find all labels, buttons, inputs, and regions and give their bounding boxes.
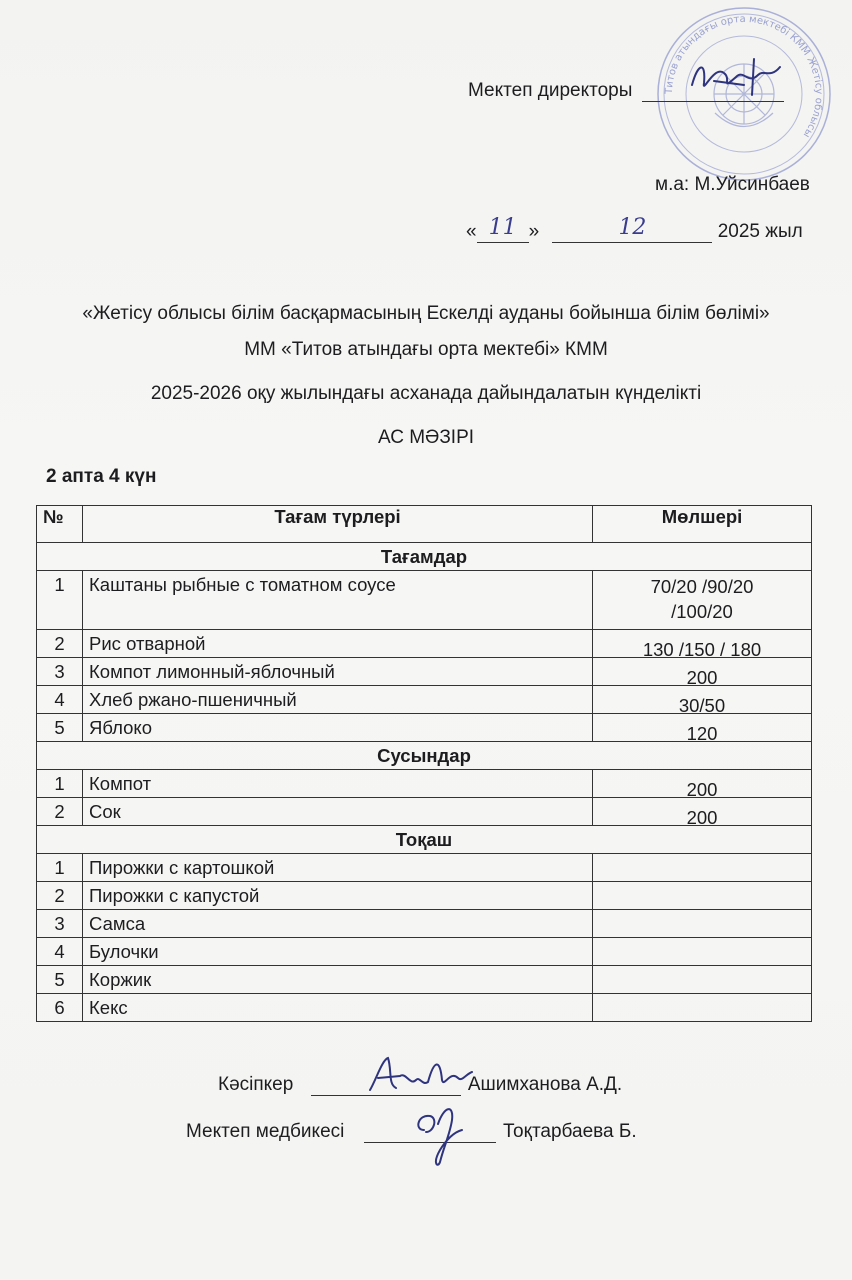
stamp-ring-text: Титов атындағы орта мектебі КММ Жетісу облысы: [663, 13, 825, 140]
entrepreneur-name: Ашимханова А.Д.: [467, 1074, 623, 1095]
table-row: [37, 854, 812, 882]
section-row-meals: [37, 543, 812, 571]
nurse-name: Тоқтарбаева Б.: [502, 1121, 637, 1142]
date-year: 2025 жыл: [717, 221, 803, 242]
nurse-label: Мектеп медбикесі: [186, 1121, 345, 1142]
row-name: Кекс: [83, 994, 593, 1022]
row-qty-line2: /100/20: [671, 601, 733, 622]
header-qty: Мөлшері: [593, 506, 812, 543]
date-day: 11: [488, 215, 517, 240]
row-name: Сок: [83, 798, 593, 826]
section-row-pastry: [37, 826, 812, 854]
section-title: Тоқаш: [37, 826, 812, 854]
row-num: 2: [37, 882, 83, 910]
table-row: [37, 571, 812, 630]
acting-director: м.а: М.Уйсинбаев: [655, 174, 810, 195]
row-name: Хлеб ржано-пшеничный: [83, 686, 593, 714]
menu-table: [36, 505, 812, 1022]
row-num: 3: [37, 910, 83, 938]
row-name: Компот лимонный-яблочный: [83, 658, 593, 686]
row-qty-value: 120: [686, 723, 718, 744]
row-qty: [593, 882, 812, 910]
section-title: Сусындар: [37, 742, 812, 770]
row-name: Рис отварной: [83, 630, 593, 658]
row-num: 4: [37, 686, 83, 714]
nurse-signature: [410, 1100, 490, 1170]
row-qty: [593, 630, 812, 658]
row-name: Яблоко: [83, 714, 593, 742]
row-num: 4: [37, 938, 83, 966]
row-qty: [593, 966, 812, 994]
table-row: [37, 910, 812, 938]
row-qty: [593, 798, 812, 826]
title-line-2: ММ «Титов атындағы орта мектебі» КММ: [244, 339, 608, 360]
date-open-quote: «: [466, 221, 477, 242]
section-title: Тағамдар: [37, 543, 812, 571]
row-name: Пирожки с картошкой: [83, 854, 593, 882]
row-qty: [593, 714, 812, 742]
row-qty: [593, 571, 812, 630]
entrepreneur-signature: [366, 1050, 476, 1100]
row-name: Пирожки с капустой: [83, 882, 593, 910]
row-qty-value: 200: [686, 779, 718, 800]
row-qty-value: 130 /150 / 180: [642, 639, 762, 660]
title-line-3: 2025-2026 оқу жылындағы асханада дайындалатын күнделікті: [150, 383, 702, 404]
table-row: [37, 882, 812, 910]
header-num: №: [37, 506, 83, 543]
table-row: [37, 994, 812, 1022]
approval-date: [466, 215, 803, 243]
row-qty: [593, 910, 812, 938]
table-row: [37, 966, 812, 994]
row-qty-value: 30/50: [678, 695, 726, 716]
row-qty: [593, 770, 812, 798]
table-header-row: [37, 506, 812, 543]
row-num: 5: [37, 966, 83, 994]
table-row: [37, 686, 812, 714]
table-row: [37, 798, 812, 826]
row-name: Булочки: [83, 938, 593, 966]
week-day-label: 2 апта 4 күн: [46, 466, 157, 487]
row-name: Самса: [83, 910, 593, 938]
table-row: [37, 658, 812, 686]
row-qty: [593, 938, 812, 966]
row-name: Каштаны рыбные с томатном соусе: [83, 571, 593, 630]
row-qty-value: 200: [686, 807, 718, 828]
table-row: [37, 630, 812, 658]
section-row-drinks: [37, 742, 812, 770]
row-qty-value: 200: [686, 667, 718, 688]
row-num: 6: [37, 994, 83, 1022]
row-num: 2: [37, 630, 83, 658]
table-row: [37, 938, 812, 966]
table-row: [37, 770, 812, 798]
director-signature: [684, 55, 794, 103]
row-qty: [593, 658, 812, 686]
row-num: 2: [37, 798, 83, 826]
table-row: [37, 714, 812, 742]
date-close-quote: »: [528, 221, 540, 242]
date-day-blank: [477, 215, 529, 243]
title-line-4: АС МӘЗІРІ: [377, 427, 475, 448]
row-name: Коржик: [83, 966, 593, 994]
row-num: 3: [37, 658, 83, 686]
row-qty: [593, 854, 812, 882]
row-name: Компот: [83, 770, 593, 798]
row-qty-line1: 70/20 /90/20: [650, 576, 754, 597]
title-line-1: «Жетісу облысы білім басқармасының Ескелді ауданы бойынша білім бөлімі»: [82, 303, 770, 324]
row-qty: [593, 686, 812, 714]
director-label: Мектеп директоры: [468, 80, 633, 101]
date-month-blank: [552, 215, 712, 243]
header-name: Тағам түрлері: [83, 506, 593, 543]
date-month: 12: [618, 215, 647, 240]
row-num: 1: [37, 571, 83, 630]
row-num: 5: [37, 714, 83, 742]
row-num: 1: [37, 770, 83, 798]
entrepreneur-label: Кәсіпкер: [218, 1074, 294, 1095]
row-num: 1: [37, 854, 83, 882]
row-qty: [593, 994, 812, 1022]
